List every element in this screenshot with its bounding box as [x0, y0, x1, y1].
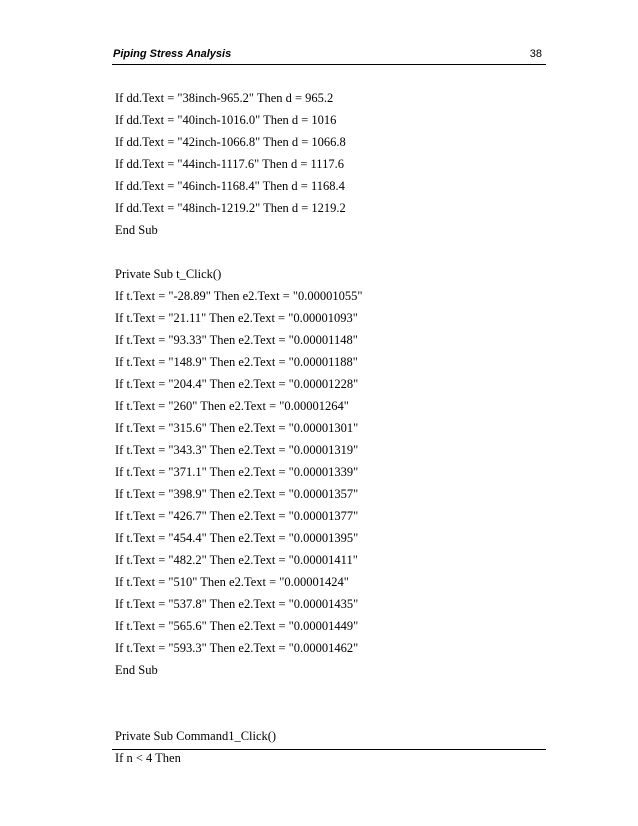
blank-line — [115, 703, 545, 725]
code-line: If t.Text = "537.8" Then e2.Text = "0.00001435" — [115, 597, 359, 611]
code-line: If t.Text = "93.33" Then e2.Text = "0.00001148" — [115, 333, 358, 347]
code-line: If t.Text = "315.6" Then e2.Text = "0.00001301" — [115, 421, 359, 435]
code-line: If t.Text = "371.1" Then e2.Text = "0.00001339" — [115, 465, 359, 479]
blank-line — [115, 241, 545, 263]
code-line: If t.Text = "398.9" Then e2.Text = "0.00001357" — [115, 487, 359, 501]
code-line: If dd.Text = "48inch-1219.2" Then d = 1219.2 — [115, 201, 346, 215]
footer-rule — [112, 749, 546, 750]
code-line: If t.Text = "21.11" Then e2.Text = "0.00001093" — [115, 311, 358, 325]
code-line: If dd.Text = "46inch-1168.4" Then d = 1168.4 — [115, 179, 345, 193]
code-line: If t.Text = "204.4" Then e2.Text = "0.00001228" — [115, 377, 359, 391]
code-listing — [115, 87, 545, 769]
code-line: If dd.Text = "38inch-965.2" Then d = 965.2 — [115, 91, 334, 105]
code-line: If dd.Text = "44inch-1117.6" Then d = 1117.6 — [115, 157, 344, 171]
code-line: If t.Text = "510" Then e2.Text = "0.00001424" — [115, 575, 349, 589]
code-line: If n < 4 Then — [115, 751, 181, 765]
code-line: If t.Text = "260" Then e2.Text = "0.00001264" — [115, 399, 349, 413]
code-line: If t.Text = "-28.89" Then e2.Text = "0.00001055" — [115, 289, 363, 303]
code-line: End Sub — [115, 663, 158, 677]
header-title: Piping Stress Analysis — [113, 48, 232, 60]
page-number: 38 — [529, 48, 542, 60]
page-header — [112, 46, 546, 64]
code-line: If t.Text = "482.2" Then e2.Text = "0.00001411" — [115, 553, 358, 567]
code-line: If t.Text = "148.9" Then e2.Text = "0.00001188" — [115, 355, 358, 369]
header-rule — [112, 64, 546, 65]
code-line: If t.Text = "454.4" Then e2.Text = "0.00001395" — [115, 531, 359, 545]
code-line: If t.Text = "343.3" Then e2.Text = "0.00001319" — [115, 443, 359, 457]
blank-line — [115, 681, 545, 703]
code-line: If t.Text = "593.3" Then e2.Text = "0.00001462" — [115, 641, 359, 655]
code-line: If t.Text = "565.6" Then e2.Text = "0.00001449" — [115, 619, 359, 633]
code-line: If dd.Text = "42inch-1066.8" Then d = 1066.8 — [115, 135, 346, 149]
code-line: Private Sub Command1_Click() — [115, 729, 277, 743]
code-line: Private Sub t_Click() — [115, 267, 222, 281]
code-line: If t.Text = "426.7" Then e2.Text = "0.00001377" — [115, 509, 359, 523]
code-line: If dd.Text = "40inch-1016.0" Then d = 1016 — [115, 113, 337, 127]
code-line: End Sub — [115, 223, 158, 237]
